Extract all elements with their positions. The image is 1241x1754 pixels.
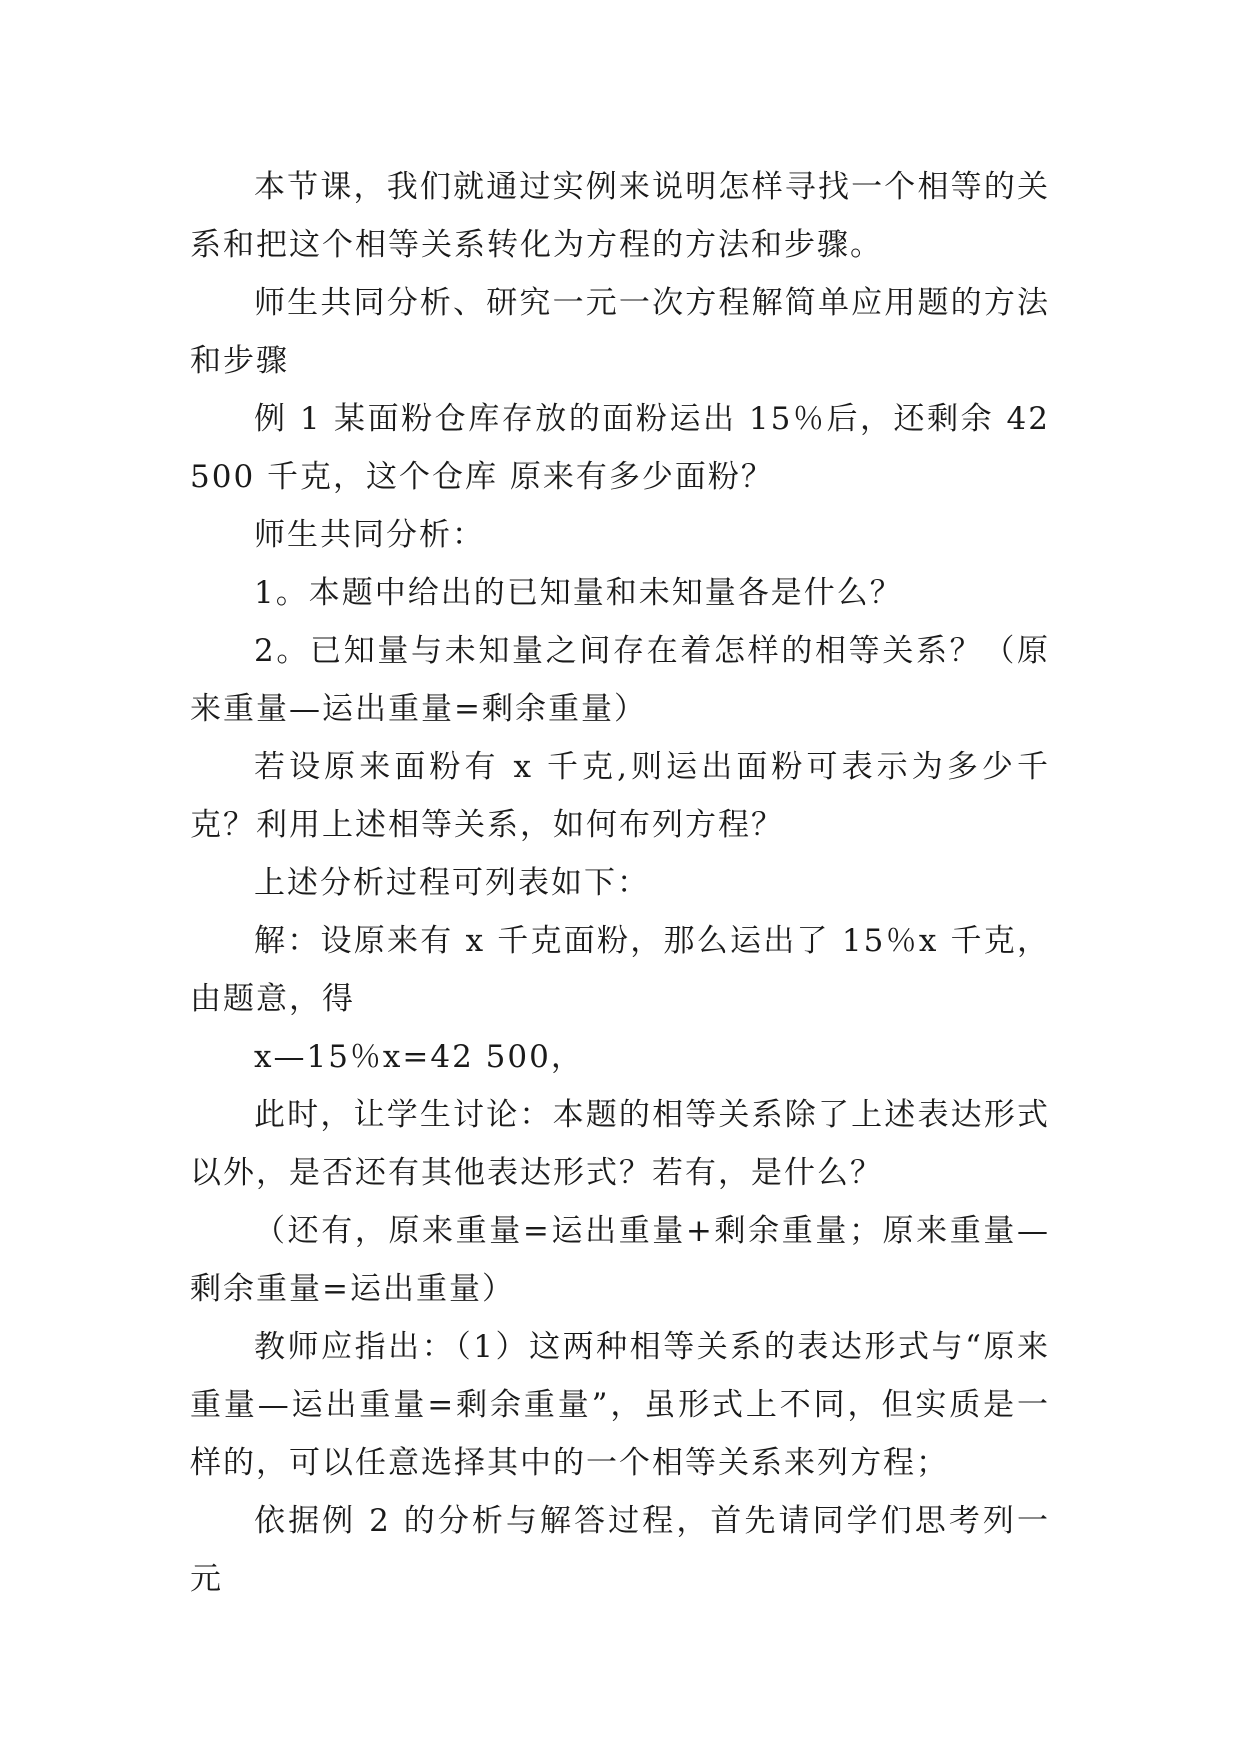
paragraph: 依据例 2 的分析与解答过程，首先请同学们思考列一元 [190, 1503, 1050, 1597]
paragraph: 师生共同分析： [254, 517, 485, 553]
paragraph: （还有，原来重量=运出重量+剩余重量；原来重量—剩余重量=运出重量） [190, 1213, 1050, 1307]
paragraph: 若设原来面粉有 x 千克,则运出面粉可表示为多少千克？利用上述相等关系，如何布列方程？ [190, 749, 1050, 843]
document-body [190, 158, 1050, 1608]
paragraph: 1。本题中给出的已知量和未知量各是什么？ [254, 575, 903, 611]
paragraph: 解：设原来有 x 千克面粉，那么运出了 15％x 千克，由题意，得 [190, 923, 1050, 1017]
equation: x—15％x=42 500， [254, 1039, 584, 1075]
paragraph: 教师应指出：（1）这两种相等关系的表达形式与“原来重量—运出重量=剩余重量”，虽形式上不同，但实质是一样的，可以任意选择其中的一个相等关系来列方程； [190, 1329, 1050, 1481]
paragraph: 上述分析过程可列表如下： [254, 865, 650, 901]
paragraph: 本节课，我们就通过实例来说明怎样寻找一个相等的关系和把这个相等关系转化为方程的方法和步骤。 [190, 169, 1050, 263]
paragraph: 2。已知量与未知量之间存在着怎样的相等关系？（原来重量—运出重量=剩余重量） [190, 633, 1050, 727]
paragraph: 此时，让学生讨论：本题的相等关系除了上述表达形式以外，是否还有其他表达形式？若有，是什么？ [190, 1097, 1050, 1191]
paragraph: 例 1 某面粉仓库存放的面粉运出 15％后，还剩余 42 500 千克，这个仓库 原来有多少面粉？ [190, 401, 1050, 495]
paragraph: 师生共同分析、研究一元一次方程解简单应用题的方法和步骤 [190, 285, 1050, 379]
